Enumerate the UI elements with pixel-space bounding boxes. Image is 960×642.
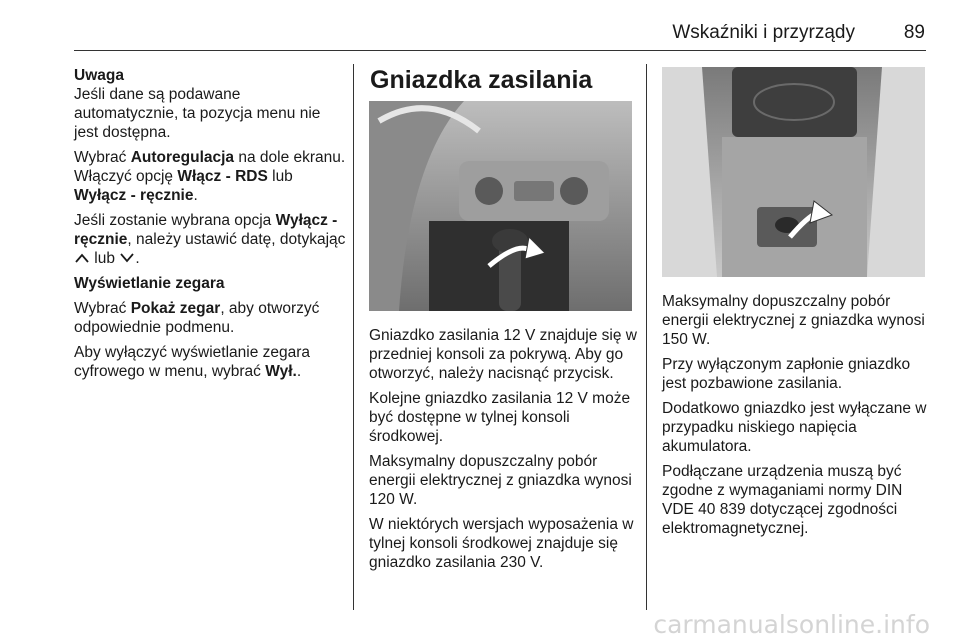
subheading-clock: Wyświetlanie zegara	[74, 275, 225, 292]
note-block	[74, 66, 346, 142]
note-text: Jeśli dane są podawane automatycznie, ta pozycja menu nie jest dostępna.	[74, 86, 321, 141]
bold-pokaz-zegar: Pokaż zegar	[130, 300, 221, 317]
right-paragraph-4: Podłączane urządzenia muszą być zgodne z wymaganiami normy DIN VDE 40 839 dotyczącej zgodności elektromagnetycznej.	[662, 463, 903, 537]
right-paragraph-1: Maksymalny dopuszczalny pobór energii elektrycznej z gniazdka wynosi 150 W.	[662, 293, 925, 348]
footer-watermark: carmanualsonline.info	[653, 610, 930, 639]
header-rule	[74, 50, 926, 51]
left-column	[74, 66, 346, 387]
column-divider-1	[353, 64, 354, 610]
chevron-up-icon	[74, 250, 90, 267]
paragraph-autoregulacja: Wybrać Autoregulacja na dole ekranu. Włączyć opcję Włącz - RDS lub Wyłącz - ręcznie.	[74, 149, 346, 204]
bold-wylacz-recznie: Wyłącz - ręcznie	[74, 187, 194, 204]
middle-column	[369, 326, 639, 578]
middle-paragraph-3: Maksymalny dopuszczalny pobór energii elektrycznej z gniazdka wynosi 120 W.	[369, 453, 632, 508]
paragraph-show-clock: Wybrać Pokaż zegar, aby otworzyć odpowiednie podmenu.	[74, 300, 320, 336]
chevron-down-icon	[119, 250, 135, 267]
paragraph-disable-clock: Aby wyłączyć wyświetlanie zegara cyfrowego w menu, wybrać Wył..	[74, 344, 311, 380]
paragraph-set-date: Jeśli zostanie wybrana opcja Wyłącz - ręcznie, należy ustawić datę, dotykając lub .	[74, 212, 346, 267]
column-divider-2	[646, 64, 647, 610]
note-title: Uwaga	[74, 67, 124, 84]
front-console-photo	[369, 101, 632, 311]
middle-paragraph-4: W niektórych wersjach wyposażenia w tylnej konsoli środkowej znajduje się gniazdko zasilania 230 V.	[369, 516, 634, 571]
bold-wylacz-recznie-2: Wyłącz - ręcznie	[74, 212, 338, 248]
rear-console-photo	[662, 67, 925, 277]
bold-wlacz-rds: Włącz - RDS	[177, 168, 268, 185]
middle-paragraph-2: Kolejne gniazdko zasilania 12 V może być dostępne w tylnej konsoli środkowej.	[369, 390, 631, 445]
right-paragraph-2: Przy wyłączonym zapłonie gniazdko jest pozbawione zasilania.	[662, 356, 911, 392]
page-header-title: Wskaźniki i przyrządy	[672, 22, 855, 43]
middle-paragraph-1: Gniazdko zasilania 12 V znajduje się w przedniej konsoli za pokrywą. Aby go otworzyć, należy nacisnąć przycisk.	[369, 327, 637, 382]
bold-autoregulacja: Autoregulacja	[130, 149, 235, 166]
right-column	[662, 292, 927, 544]
page-number: 89	[903, 22, 925, 43]
bold-wyl: Wył.	[265, 363, 297, 380]
section-heading: Gniazdka zasilania	[370, 66, 593, 94]
right-paragraph-3: Dodatkowo gniazdko jest wyłączane w przypadku niskiego napięcia akumulatora.	[662, 400, 927, 455]
